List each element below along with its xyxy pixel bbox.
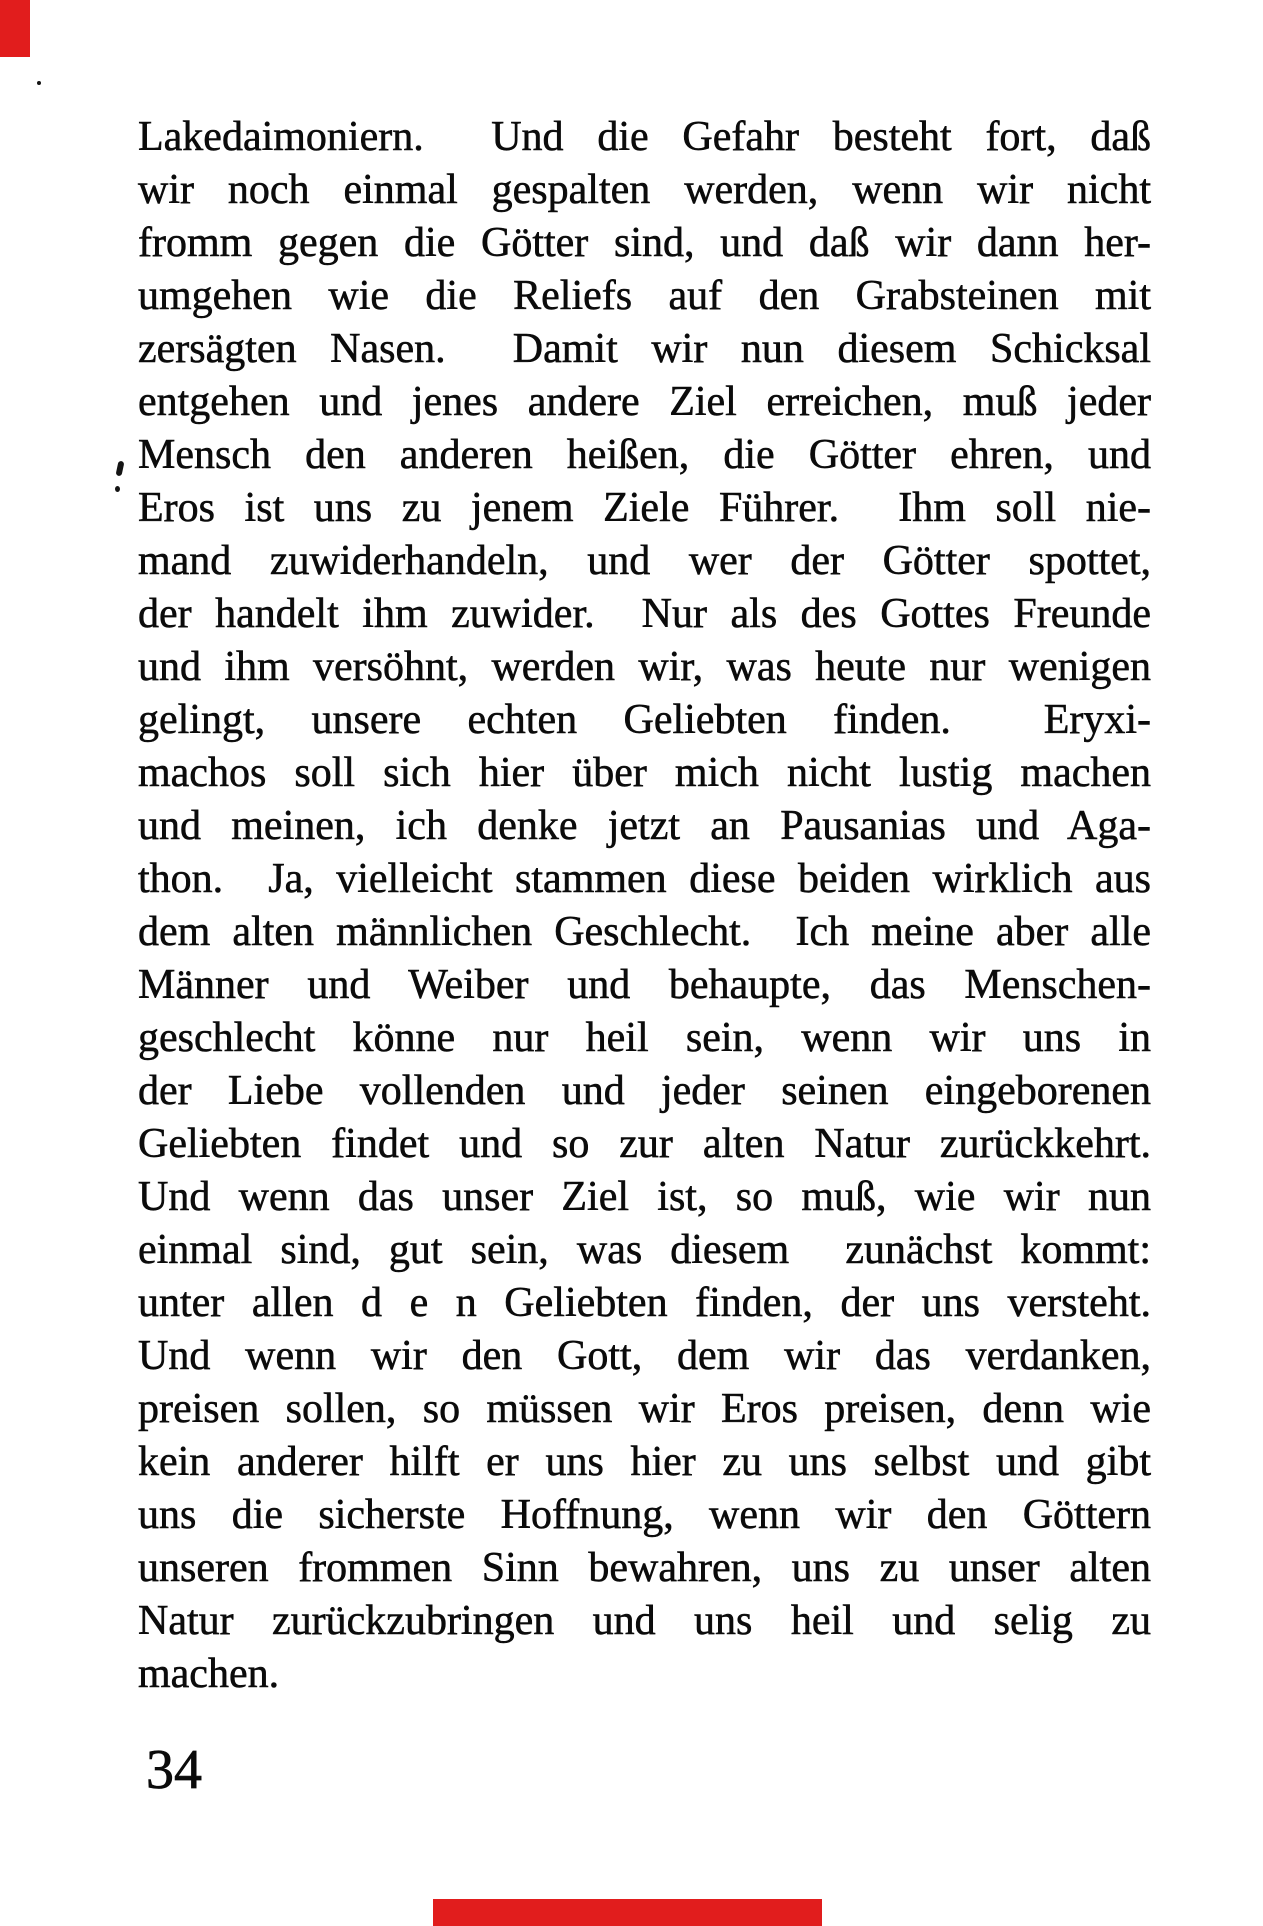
ink-speckle xyxy=(116,461,125,477)
text-line: und ihm versöhnt, werden wir, was heute nur wenigen xyxy=(138,644,1151,690)
text-line: fromm gegen die Götter sind, und daß wir dann her- xyxy=(138,220,1151,266)
text-line: thon. Ja, vielleicht stammen diese beiden wirklich aus xyxy=(138,856,1151,902)
text-line: einmal sind, gut sein, was diesem zunächst kommt: xyxy=(138,1227,1151,1273)
text-line: umgehen wie die Reliefs auf den Grabsteinen mit xyxy=(138,273,1151,319)
text-line: Natur zurückzubringen und uns heil und selig zu xyxy=(138,1598,1151,1644)
text-line: dem alten männlichen Geschlecht. Ich meine aber alle xyxy=(138,909,1151,955)
text-line: kein anderer hilft er uns hier zu uns selbst und gibt xyxy=(138,1439,1151,1485)
text-line: preisen sollen, so müssen wir Eros preisen, denn wie xyxy=(138,1386,1151,1432)
scan-mark-top-left xyxy=(0,0,30,57)
ink-speckle xyxy=(115,486,120,492)
text-line: der handelt ihm zuwider. Nur als des Gottes Freunde xyxy=(138,591,1151,637)
text-line: entgehen und jenes andere Ziel erreichen, muß jeder xyxy=(138,379,1151,425)
text-line: Männer und Weiber und behaupte, das Menschen- xyxy=(138,962,1151,1008)
text-line: machos soll sich hier über mich nicht lustig machen xyxy=(138,750,1151,796)
text-line: der Liebe vollenden und jeder seinen eingeborenen xyxy=(138,1068,1151,1114)
text-line: Geliebten findet und so zur alten Natur zurückkehrt. xyxy=(138,1121,1151,1167)
text-line: uns die sicherste Hoffnung, wenn wir den Göttern xyxy=(138,1492,1151,1538)
text-line: gelingt, unsere echten Geliebten finden. Eryxi- xyxy=(138,697,1151,743)
text-line: Und wenn wir den Gott, dem wir das verdanken, xyxy=(138,1333,1151,1379)
text-line: Eros ist uns zu jenem Ziele Führer. Ihm soll nie- xyxy=(138,485,1151,531)
text-line: unseren frommen Sinn bewahren, uns zu unser alten xyxy=(138,1545,1151,1591)
ink-speckle xyxy=(37,81,41,85)
page-number: 34 xyxy=(146,1739,202,1801)
text-line: geschlecht könne nur heil sein, wenn wir uns in xyxy=(138,1015,1151,1061)
text-line: Mensch den anderen heißen, die Götter ehren, und xyxy=(138,432,1151,478)
scan-mark-bottom xyxy=(433,1899,822,1926)
text-line: zersägten Nasen. Damit wir nun diesem Schicksal xyxy=(138,326,1151,372)
text-line: Lakedaimoniern. Und die Gefahr besteht fort, daß xyxy=(138,114,1151,160)
text-line: und meinen, ich denke jetzt an Pausanias und Aga- xyxy=(138,803,1151,849)
text-line: Und wenn das unser Ziel ist, so muß, wie wir nun xyxy=(138,1174,1151,1220)
text-block xyxy=(138,111,1151,1701)
text-line: wir noch einmal gespalten werden, wenn wir nicht xyxy=(138,167,1151,213)
text-line: machen. xyxy=(138,1651,280,1697)
text-line: unter allen d e n Geliebten finden, der uns versteht. xyxy=(138,1280,1151,1326)
text-line: mand zuwiderhandeln, und wer der Götter spottet, xyxy=(138,538,1151,584)
